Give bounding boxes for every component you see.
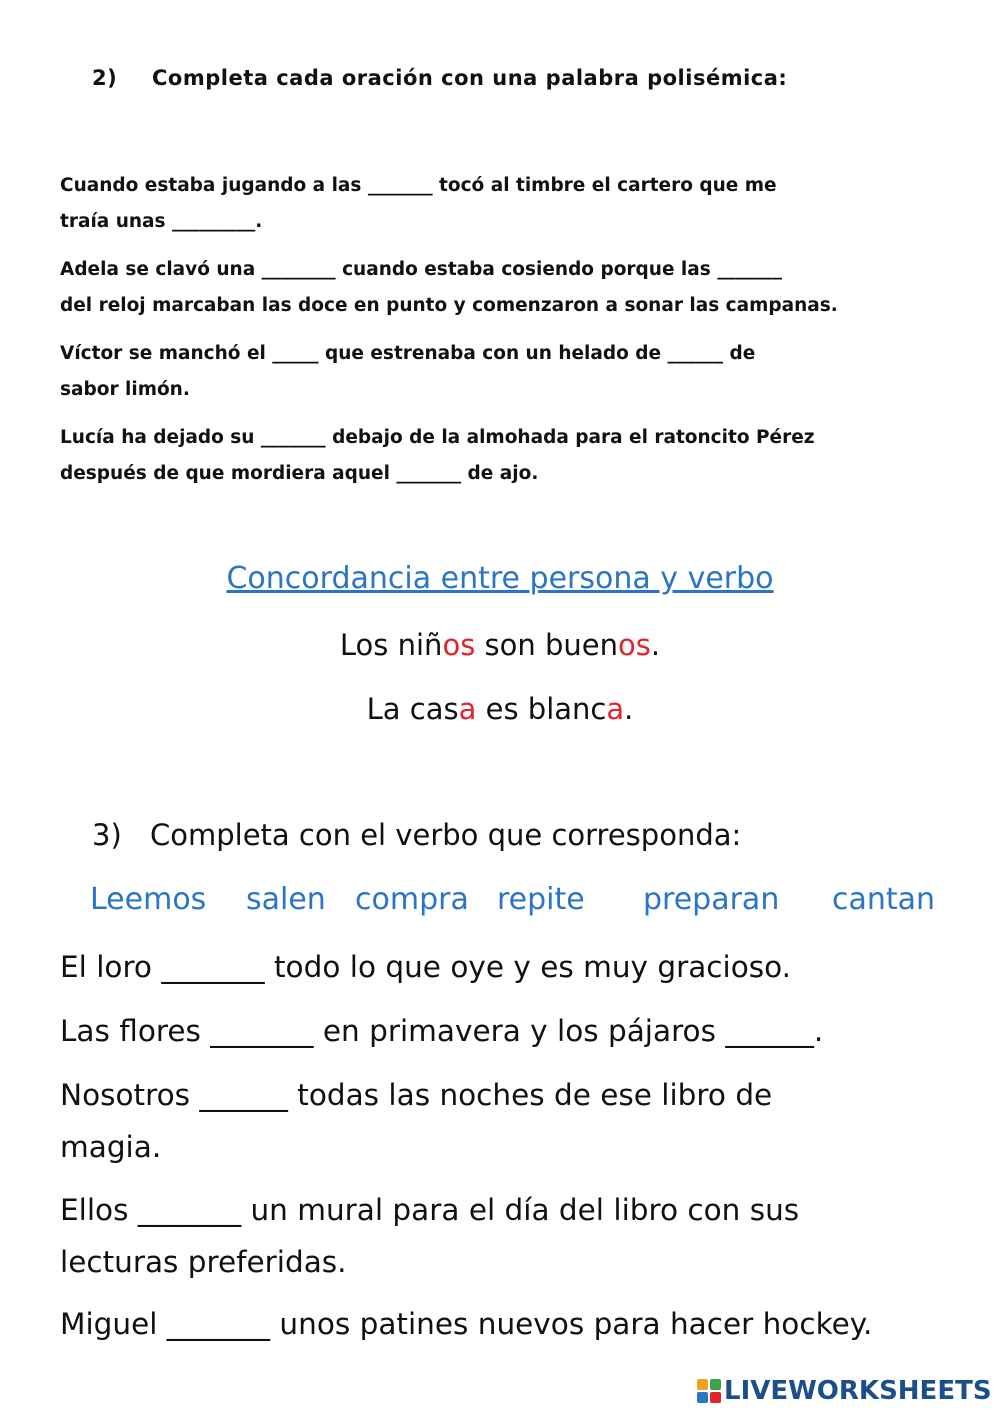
example-text: . (650, 628, 661, 662)
word-bank-leemos: Leemos (90, 882, 207, 917)
sentence-line: del reloj marcaban las doce en punto y comenzaron a sonar las campanas. (60, 295, 838, 316)
section-3-number: 3) (92, 818, 122, 852)
sentence-line: lecturas preferidas. (60, 1245, 347, 1279)
verb-sentence-3 (60, 1069, 950, 1173)
example-ending-highlight: os (618, 628, 651, 662)
verb-sentence-1 (60, 941, 950, 993)
section-2-heading (92, 66, 787, 90)
example-text: . (624, 692, 634, 726)
sentence-line: sabor limón. (60, 379, 190, 400)
polysemy-sentence-4 (60, 420, 940, 492)
verb-sentence-4 (60, 1184, 950, 1288)
concordancia-title: Concordancia entre persona y verbo (226, 561, 774, 596)
liveworksheets-logo (697, 1374, 992, 1408)
section-2-number: 2) (92, 66, 118, 90)
word-bank-salen: salen (246, 882, 326, 917)
example-text: es blanc (476, 692, 607, 726)
example-text: Los niñ (339, 628, 443, 662)
section-3-title: Completa con el verbo que corresponda: (150, 818, 742, 852)
section-3-heading (92, 818, 741, 852)
example-sentence-2 (0, 692, 1000, 726)
example-ending-highlight: os (442, 628, 476, 662)
verb-sentence-2 (60, 1005, 950, 1057)
sentence-line: Víctor se manchó el _____ que estrenaba con un helado de ______ de (60, 343, 756, 364)
example-ending-highlight: a (458, 692, 477, 726)
word-bank-repite: repite (497, 882, 585, 917)
verb-sentence-5 (60, 1298, 950, 1350)
sentence-line: traía unas _________. (60, 211, 263, 232)
example-text: son buen (475, 628, 618, 662)
sentence-line: Nosotros ______ todas las noches de ese libro de (60, 1078, 773, 1112)
sentence-line: Adela se clavó una ________ cuando estaba cosiendo porque las _______ (60, 259, 782, 280)
polysemy-sentence-3 (60, 336, 940, 408)
sentence-line: Cuando estaba jugando a las _______ tocó al timbre el cartero que me (60, 175, 777, 196)
polysemy-sentence-2 (60, 252, 940, 324)
word-bank-cantan: cantan (832, 882, 936, 917)
sentence-line: Miguel _______ unos patines nuevos para hacer hockey. (60, 1307, 873, 1341)
liveworksheets-logo-icon (697, 1379, 721, 1403)
word-bank-compra: compra (355, 882, 469, 917)
sentence-line: El loro _______ todo lo que oye y es muy gracioso. (60, 950, 792, 984)
example-text: La cas (366, 692, 459, 726)
polysemy-sentence-1 (60, 168, 940, 240)
example-ending-highlight: a (606, 692, 625, 726)
sentence-line: magia. (60, 1130, 162, 1164)
liveworksheets-logo-text: LIVEWORKSHEETS (724, 1376, 992, 1406)
section-2-title: Completa cada oración con una palabra polisémica: (152, 66, 788, 90)
example-sentence-1 (0, 628, 1000, 662)
sentence-line: Lucía ha dejado su _______ debajo de la almohada para el ratoncito Pérez (60, 427, 815, 448)
sentence-line: Las flores _______ en primavera y los pájaros ______. (60, 1014, 824, 1048)
word-bank-preparan: preparan (643, 882, 780, 917)
sentence-line: Ellos _______ un mural para el día del libro con sus (60, 1193, 800, 1227)
sentence-line: después de que mordiera aquel _______ de ajo. (60, 463, 539, 484)
